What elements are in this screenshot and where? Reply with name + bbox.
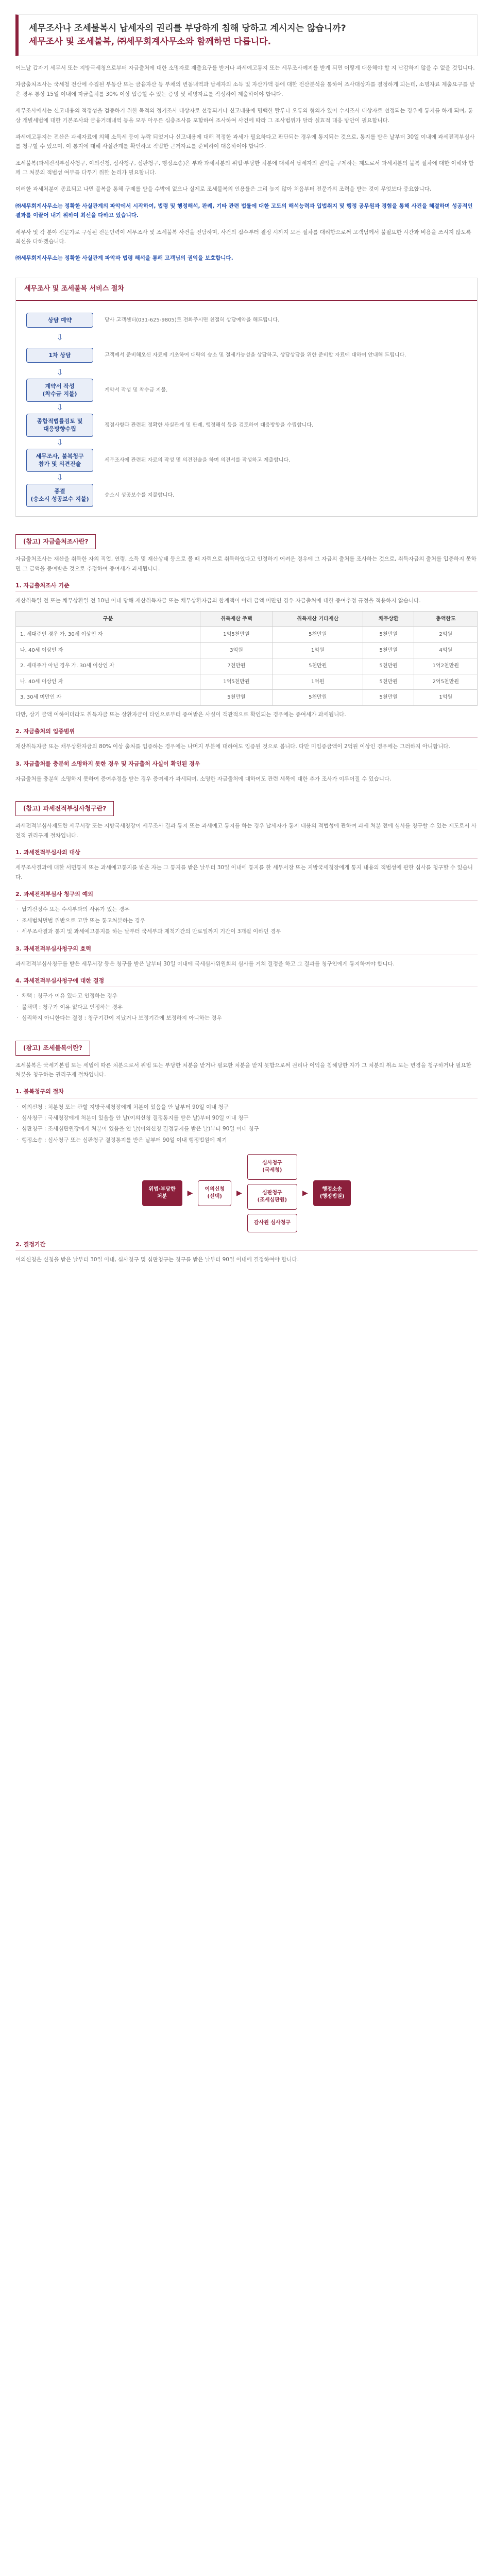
diagram-objection: 이의신청 (선택) [198, 1180, 231, 1206]
sub-text: 재산취득자금 또는 채무상환자금의 80% 이상 출처를 입증하는 경우에는 나머지 부분에 대하여도 입증된 것으로 봅니다. 다만 미입증금액이 2억원 이상인 경우에는 그러하지 아니합니다. [15, 743, 450, 750]
intro-paragraph: 세무사 및 각 분야 전문가로 구성된 전문인력이 세무조사 및 조세불복 사건을 전담하며, 사건의 접수부터 결정 시까지 모든 절차를 대리함으로써 고객님께서 불필요한 시간과 비용을 쓰시지 않도록 최선을 다하겠습니다. [15, 229, 471, 245]
table-cell: 3억원 [200, 642, 273, 658]
flow-step-desc: 쟁점사항과 관련된 정확한 사실관계 및 판례, 행정해석 등을 검토하여 대응방향을 수립합니다. [105, 422, 314, 428]
service-flow [16, 301, 477, 507]
flow-step: 계약서 작성 (착수금 지불) [26, 379, 93, 402]
sub-heading: 1. 과세전적부심사의 대상 [15, 848, 478, 859]
table-cell: 1. 세대주인 경우 가. 30세 이상인 자 [16, 627, 200, 643]
sub-heading: 2. 과세전적부심사 청구의 예외 [15, 889, 478, 901]
flow-step-desc: 계약서 작성 및 착수금 지불. [105, 387, 168, 393]
service-process [15, 278, 478, 517]
table-cell: 나. 40세 이상인 자 [16, 674, 200, 690]
flow-step-row [26, 448, 467, 472]
ref-pre-assessment [15, 801, 478, 1023]
down-arrow-icon: ⇩ [56, 402, 63, 413]
flow-step-desc: 고객께서 준비해오신 자료에 기초하여 대략의 승소 및 절세가능성을 상담하고, 상담상담을 위한 준비할 자료에 대하여 안내해 드립니다. [105, 352, 406, 358]
table-cell: 7천만원 [200, 658, 273, 674]
ref-body: 조세불복은 국세기본법 또는 세법에 따른 처분으로서 위법 또는 부당한 처분을 받거나 필요한 처분을 받지 못함으로써 권리나 이익을 침해당한 자가 그 처분의 취소 또는 변경을 청구하거나 필요한 처분을 청구하는 권리구제 절차입니다. [15, 1062, 471, 1078]
intro-paragraph: 이러한 과세처분이 종료되고 나면 불복을 통해 구제를 받을 수밖에 없으나 실제로 조세불복의 인용률은 그리 높지 않아 처음부터 전문가의 조력을 받는 것이 무엇보다 중요합니다. [15, 186, 432, 193]
intro-paragraph: 조세불복(과세전적부심사청구, 이의신청, 심사청구, 심판청구, 행정소송)은 부과 과세처분의 위법·부당한 처분에 대해서 납세자의 권익을 구제하는 제도로서 과세처분의 불복 절차에 대한 이해와 함께 그 처분의 적법성 여부를 다투기 위한 논리가 필요합니다. [15, 160, 474, 176]
decision-list [15, 991, 478, 1023]
intro-paragraph: 과세예고통지는 전산은 과세자료에 의해 소득세 등이 누락 되었거나 신고내용에 대해 적정한 과세가 필요하다고 판단되는 경우에 통지되는 것으로, 통지를 받은 날부터 30일 이내에 과세전적부심사를 청구할 수 있으며, 이 통지에 대해 사실관계를 확인하고 적법한 근거자료를 준비하여 대응하여야 합니다. [15, 133, 475, 150]
down-arrow-icon: ⇩ [56, 367, 63, 378]
intro-paragraph: 자금출처조사는 국세청 전산에 수집된 부동산 또는 금융자산 등 부채의 변동내역과 납세자의 소득 및 자산가액 등에 대한 전산분석을 통하여 조사대상자를 결정하게 되는데, 소명자료 제출요구를 받은 경우 통상 15일 이내에 자금출처를 30% 이상 입증할 수 있는 증빙 및 해명자료를 작성하여 제출하여야 합니다. [15, 81, 475, 97]
list-item: · 조세범처벌법 위반으로 고발 또는 통고처분하는 경우 [15, 916, 478, 925]
down-arrow-icon: ⇩ [56, 472, 63, 483]
sub-text: 자금출처를 충분히 소명하지 못하여 증여추정을 받는 경우 증여세가 과세되며, 소명한 자금출처에 대하여도 관련 세목에 대한 추가 조사가 이루어질 수 있습니다. [15, 776, 392, 782]
ref-fund-source [15, 534, 478, 784]
intro-section [15, 63, 478, 263]
table-cell: 5천만원 [363, 658, 414, 674]
table-cell: 1억5천만원 [200, 627, 273, 643]
sub-text: 과세전적부심사청구를 받은 세무서장 등은 청구를 받은 날부터 30일 이내에 국세심사위원회의 심사를 거쳐 결정을 하고 그 결과를 청구인에게 통지하여야 합니다. [15, 960, 395, 967]
flow-step-row [26, 378, 467, 402]
table-row [16, 690, 478, 706]
arrow-icon: ▶ [302, 1189, 308, 1197]
diagram-start: 위법·부당한 처분 [142, 1180, 182, 1206]
service-heading: 세무조사 및 조세불복 서비스 절차 [16, 278, 477, 301]
table-cell: 1억원 [273, 642, 363, 658]
flow-step-desc: 승소시 성공보수를 지불합니다. [105, 492, 175, 498]
list-item: · 행정소송 : 심사청구 또는 심판청구 결정통지를 받은 날부터 90일 이내 행정법원에 제기 [15, 1136, 478, 1145]
table-cell: 1억원 [273, 674, 363, 690]
table-cell: 1억2천만원 [414, 658, 478, 674]
table-cell: 2. 세대주가 아닌 경우 가. 30세 이상인 자 [16, 658, 200, 674]
list-item: · 이의신청 : 처분청 또는 관할 지방국세청장에게 처분이 있음을 안 날부터 90일 이내 청구 [15, 1103, 478, 1112]
arrow-icon: ▶ [187, 1189, 193, 1197]
table-cell: 5천만원 [273, 627, 363, 643]
flow-step-desc: 세무조사에 관련된 자료의 작성 및 의견진술을 하며 의견서를 작성하고 제출합니다. [105, 457, 291, 463]
table-row [16, 627, 478, 643]
ref-body: 자금출처조사는 재산을 취득한 자의 직업, 연령, 소득 및 재산상태 등으로 볼 때 자력으로 취득하였다고 인정하기 어려운 경우에 그 자금의 출처를 조사하는 것으로, 취득자금의 출처를 입증하지 못하면 그 금액을 증여받은 것으로 추정하여 증여세가 과세됩니다. [15, 556, 477, 572]
table-cell: 5천만원 [363, 627, 414, 643]
table-header: 구분 [16, 611, 200, 627]
flow-step: 종합적법률검토 및 대응방향수립 [26, 414, 93, 437]
table-cell: 1억원 [414, 690, 478, 706]
list-item: · 세무조사결과 통지 및 과세예고통지를 하는 날부터 국세부과 제척기간의 만료일까지 기간이 3개월 이하인 경우 [15, 927, 478, 936]
down-arrow-icon: ⇩ [56, 332, 63, 343]
diagram-appeal-option: 심사청구 (국세청) [247, 1154, 297, 1180]
table-cell: 5천만원 [363, 690, 414, 706]
sub-heading: 2. 자금출처의 입증범위 [15, 726, 478, 738]
list-item: · 심리하지 아니한다는 결정 : 청구기간이 지났거나 보정기간에 보정하지 아니하는 경우 [15, 1013, 478, 1023]
table-cell: 4억원 [414, 642, 478, 658]
table-cell: 5천만원 [363, 674, 414, 690]
flow-step: 1차 상담 [26, 348, 93, 363]
ref-title: (참고) 조세불복이란? [15, 1041, 90, 1056]
intro-paragraph: 세무조사에서는 신고내용의 적정성을 검증하기 위한 목적의 정기조사 대상자로 선정되거나 신고내용에 명백한 탈루나 오류의 혐의가 있어 수시조사 대상자로 선정되는 경우에 통지를 하게 되며, 통상 개별세법에 대한 기본조사와 금융거래내역 등을 모두 아우른 심층조사를 포함하여 조사하여 사건에 따라 그 조사범위가 달라 실효적 대응 방안이 필요합니다. [15, 108, 473, 124]
sub-text: 재산취득일 전 또는 채무상환일 전 10년 이내 당해 재산취득자금 또는 채무상환자금의 합계액이 아래 금액 미만인 경우 자금출처에 대한 증여추정 규정을 적용하지 않습니다. [15, 598, 421, 604]
sub-heading: 4. 과세전적부심사청구에 대한 결정 [15, 976, 478, 987]
diagram-stack [247, 1154, 297, 1232]
list-item: · 불채택 : 청구가 이유 없다고 인정하는 경우 [15, 1003, 478, 1012]
flow-step: 세무조사, 불복청구 참가 및 의견진술 [26, 449, 93, 472]
appeal-steps-list [15, 1103, 478, 1145]
list-item: · 채택 : 청구가 이유 있다고 인정하는 경우 [15, 991, 478, 1001]
table-header: 총액한도 [414, 611, 478, 627]
sub-heading: 1. 자금출처조사 기준 [15, 581, 478, 592]
table-row [16, 642, 478, 658]
table-row [16, 658, 478, 674]
sub-heading: 3. 자금출처를 충분히 소명하지 못한 경우 및 자금출처 사실이 확인된 경우 [15, 759, 478, 770]
page [0, 14, 493, 1285]
flow-step-row [26, 413, 467, 437]
table-header: 취득재산 기타재산 [273, 611, 363, 627]
intro-paragraph: 어느날 갑자기 세무서 또는 지방국세청으로부터 자금출처에 대한 소명자료 제출요구를 받거나 과세예고통지 또는 세무조사예지를 받게 되면 어떻게 대응해야 할 지 난감하지 않을 수 없을 것입니다. [15, 65, 475, 71]
table-row [16, 674, 478, 690]
arrow-icon: ▶ [236, 1189, 242, 1197]
hero-subtitle: 세무조사 및 조세불복, ㈜세무회계사무소와 함께하면 다릅니다. [29, 36, 271, 47]
intro-highlight: ㈜세무회계사무소는 정확한 사실관계의 파악에서 시작하여, 법령 및 행정해석, 판례, 기타 관련 법률에 대한 고도의 해석능력과 입법취지 및 행정 공무원과 경험을 통해 사건을 해결하며 성공적인 결과를 이끌어 내기 위하여 최선을 다하고 있습니다. [15, 202, 473, 219]
down-arrow-icon: ⇩ [56, 437, 63, 448]
ref-tax-appeal [15, 1041, 478, 1265]
list-item: · 납기전징수 또는 수시부과의 사유가 있는 경우 [15, 905, 478, 914]
table-cell: 2억5천만원 [414, 674, 478, 690]
table-header: 채무상환 [363, 611, 414, 627]
diagram-lawsuit: 행정소송 (행정법원) [313, 1180, 351, 1206]
flow-step-row [26, 308, 467, 332]
table-cell: 1억5천만원 [200, 674, 273, 690]
table-cell: 2억원 [414, 627, 478, 643]
ref-title: (참고) 자금출처조사란? [15, 534, 96, 549]
diagram-appeal-option: 감사원 심사청구 [247, 1214, 297, 1232]
ref-title: (참고) 과세전적부심사청구란? [15, 801, 114, 816]
table-cell: 5천만원 [273, 658, 363, 674]
flow-step: 상담 예약 [26, 313, 93, 328]
diagram-appeal-option: 심판청구 (조세심판원) [247, 1184, 297, 1210]
flow-step: 종결 (승소시 성공보수 지불) [26, 484, 93, 507]
table-cell: 3. 30세 미만인 자 [16, 690, 200, 706]
sub-text: 세무조사결과에 대한 서면통지 또는 과세예고통지를 받은 자는 그 통지를 받은 날부터 30일 이내에 통지를 한 세무서장 또는 지방국세청장에게 통지 내용의 적법성에 관한 심사를 청구할 수 있습니다. [15, 865, 473, 880]
sub-heading: 2. 결정기간 [15, 1240, 478, 1251]
table-cell: 5천만원 [200, 690, 273, 706]
table-cell: 5천만원 [273, 690, 363, 706]
note: 다만, 상기 금액 이하이더라도 취득자금 또는 상환자금이 타인으로부터 증여받은 사실이 객관적으로 확인되는 경우에는 증여세가 과세됩니다. [15, 711, 346, 718]
flow-step-desc: 당사 고객센터(031-625-9805)로 전화주시면 친절히 상담예약을 해드립니다. [105, 317, 280, 323]
table-cell: 5천만원 [363, 642, 414, 658]
list-item: · 심사청구 : 국세청장에게 처분이 있음을 안 날(이의신청 결정통지를 받은 날)부터 90일 이내 청구 [15, 1113, 478, 1123]
flow-step-row [26, 343, 467, 367]
flow-step-row [26, 483, 467, 507]
appeal-diagram [15, 1154, 478, 1232]
sub-text: 이의신청은 신청을 받은 날부터 30일 이내, 심사청구 및 심판청구는 청구를 받은 날부터 90일 이내에 결정하여야 합니다. [15, 1257, 299, 1263]
hero-title: 세무조사나 조세불복시 납세자의 권리를 부당하게 침해 당하고 계시지는 않습니까? [29, 23, 346, 33]
intro-strong: ㈜세무회계사무소는 정확한 사실관계 파악과 법령 해석을 통해 고객님의 권익을 보호합니다. [15, 255, 233, 262]
exception-list [15, 905, 478, 936]
table-header: 취득재산 주택 [200, 611, 273, 627]
sub-heading: 1. 불복청구의 절차 [15, 1087, 478, 1098]
list-item: · 심판청구 : 조세심판원장에게 처분이 있음을 안 날(이의신청 결정통지를 받은 날)부터 90일 이내 청구 [15, 1124, 478, 1133]
criteria-table [15, 611, 478, 706]
ref-body: 과세전적부심사제도란 세무서장 또는 지방국세청장이 세무조사 결과 통지 또는 과세예고 통지를 하는 경우 납세자가 통지 내용의 적법성에 관하여 과세 처분 전에 심사를 청구할 수 있는 제도로서 사전적 권리구제 절차입니다. [15, 823, 477, 839]
table-cell: 나. 40세 이상인 자 [16, 642, 200, 658]
hero-banner [15, 14, 478, 56]
sub-heading: 3. 과세전적부심사청구의 효력 [15, 944, 478, 955]
